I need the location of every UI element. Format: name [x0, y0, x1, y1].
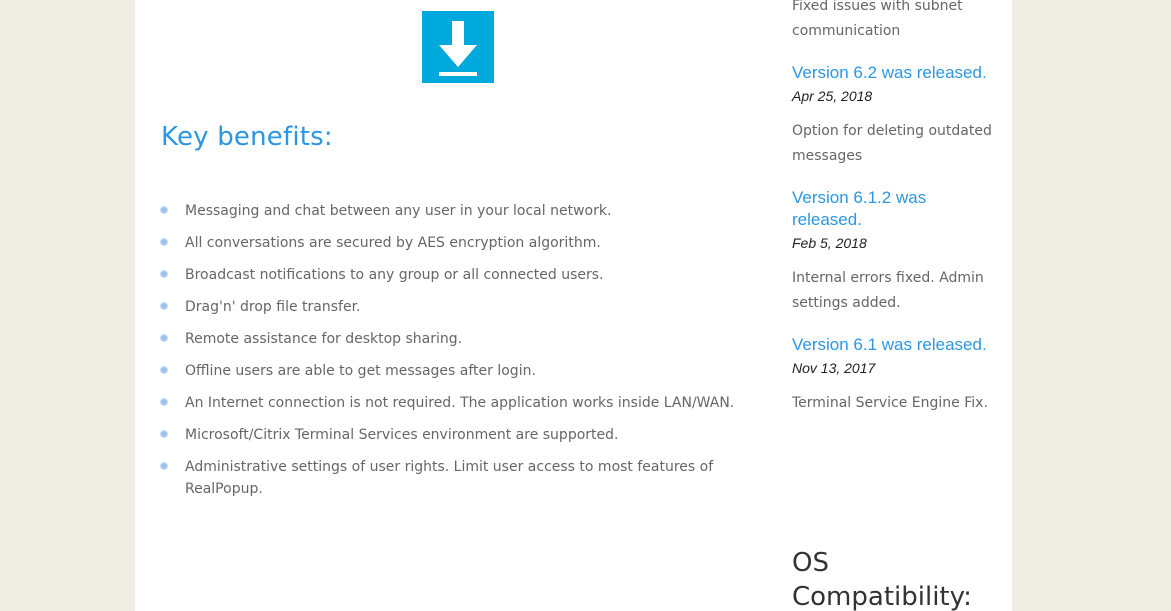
- benefit-text: Broadcast notifications to any group or all connected users.: [185, 267, 604, 283]
- benefit-text: Remote assistance for desktop sharing.: [185, 331, 463, 347]
- news-sidebar: [792, 0, 992, 416]
- bullet-icon: [161, 367, 167, 373]
- list-item: [161, 392, 736, 414]
- benefit-text: Drag'n' drop file transfer.: [185, 299, 361, 315]
- bullet-icon: [161, 463, 167, 469]
- list-item: [161, 200, 736, 222]
- bullet-icon: [161, 399, 167, 405]
- bullet-icon: [161, 303, 167, 309]
- news-intro-text: Fixed issues with subnet communication: [792, 0, 963, 39]
- list-item: [161, 424, 736, 446]
- benefit-text: Offline users are able to get messages after login.: [185, 363, 536, 379]
- news-date: Apr 25, 2018: [792, 88, 873, 104]
- news-text: Internal errors fixed. Admin settings added.: [792, 270, 984, 311]
- news-title-link[interactable]: Version 6.1.2 was released.: [792, 188, 927, 229]
- benefit-text: Administrative settings of user rights. Limit user access to most features of RealPopup.: [185, 459, 714, 497]
- news-text: Terminal Service Engine Fix.: [792, 395, 988, 411]
- bullet-icon: [161, 271, 167, 277]
- bullet-icon: [161, 207, 167, 213]
- bullet-icon: [161, 431, 167, 437]
- os-compatibility-heading: OS Compatibility:: [792, 548, 972, 611]
- list-item: [161, 360, 736, 382]
- list-item: [161, 232, 736, 254]
- news-title-link[interactable]: Version 6.2 was released.: [792, 63, 987, 82]
- benefit-text: Microsoft/Citrix Terminal Services environment are supported.: [185, 427, 619, 443]
- benefits-list: [161, 200, 736, 510]
- list-item: [161, 264, 736, 286]
- benefit-text: Messaging and chat between any user in your local network.: [185, 203, 612, 219]
- news-date: Feb 5, 2018: [792, 235, 867, 251]
- list-item: [161, 296, 736, 318]
- download-button[interactable]: [422, 11, 494, 83]
- news-title-link[interactable]: Version 6.1 was released.: [792, 335, 987, 354]
- key-benefits-heading: Key benefits:: [161, 122, 333, 152]
- news-text: Option for deleting outdated messages: [792, 123, 992, 164]
- bullet-icon: [161, 335, 167, 341]
- news-date: Nov 13, 2017: [792, 360, 876, 376]
- benefit-text: All conversations are secured by AES encryption algorithm.: [185, 235, 601, 251]
- list-item: [161, 456, 736, 500]
- content-page: [135, 0, 1012, 611]
- download-arrow-icon: [422, 11, 494, 83]
- list-item: [161, 328, 736, 350]
- benefit-text: An Internet connection is not required. The application works inside LAN/WAN.: [185, 395, 735, 411]
- bullet-icon: [161, 239, 167, 245]
